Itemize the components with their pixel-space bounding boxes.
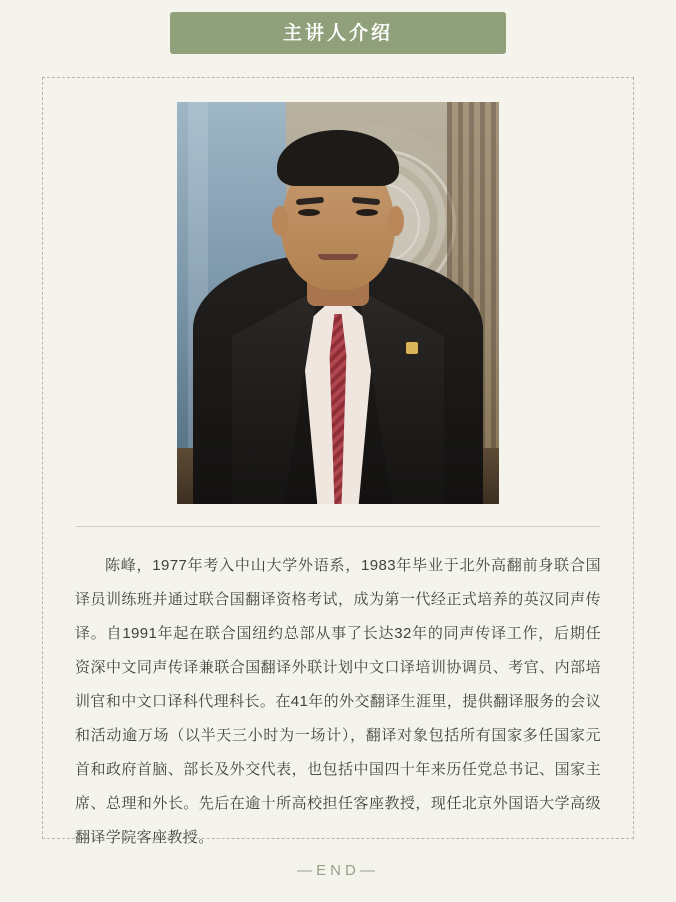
header-area (0, 0, 676, 54)
photo-area (43, 78, 633, 504)
portrait-ear-left (272, 206, 288, 236)
end-mark: —END— (297, 862, 379, 879)
horizontal-divider (76, 526, 600, 527)
divider-area (43, 526, 633, 527)
portrait-mouth (318, 254, 358, 260)
page-title: 主讲人介绍 (282, 22, 393, 44)
portrait-ear-right (388, 206, 404, 236)
lapel-pin-icon (406, 342, 418, 354)
portrait-person (188, 204, 488, 504)
speaker-portrait-image (177, 102, 499, 504)
header-banner (170, 12, 506, 54)
portrait-eye-left (298, 209, 320, 216)
footer-area (0, 862, 676, 879)
portrait-eye-right (356, 209, 378, 216)
content-card (42, 77, 634, 846)
speaker-bio-paragraph: 陈峰，1977年考入中山大学外语系，1983年毕业于北外高翻前身联合国译员训练班并通过联合国翻译资格考试，成为第一代经正式培养的英汉同声传译。自1991年起在联合国纽约总部从事了长达32年的同声传译工作，后期任资深中文同声传译兼联合国翻译外联计划中文口译培训协调员、考官、内部培训官和中文口译科代理科长。在41年的外交翻译生涯里，提供翻译服务的会议和活动逾万场（以半天三小时为一场计），翻译对象包括所有国家多任国家元首和政府首脑、部长及外交代表，也包括中国四十年来历任党总书记、国家主席、总理和外长。先后在逾十所高校担任客座教授，现任北京外国语大学高级翻译学院客座教授。 (75, 557, 601, 846)
